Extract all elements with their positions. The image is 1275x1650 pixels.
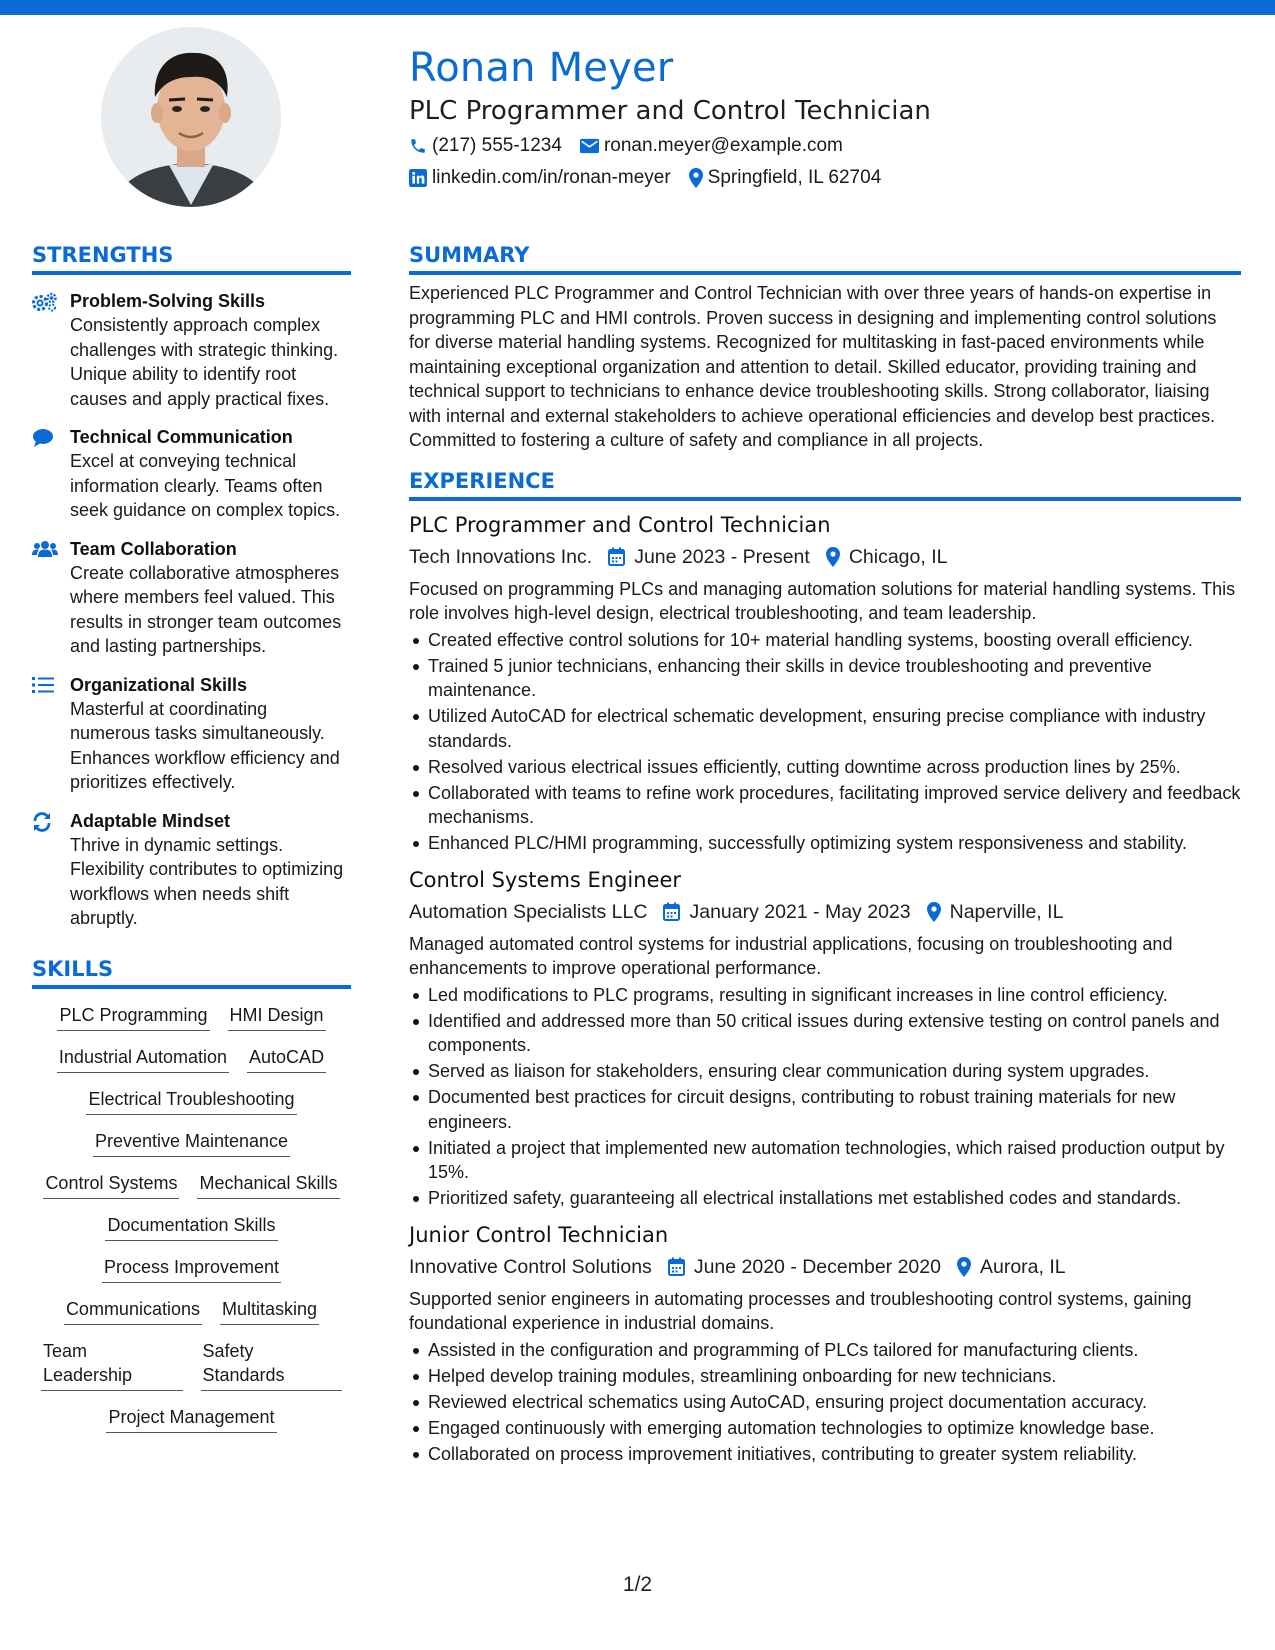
job-meta [409,898,1241,926]
list-icon [32,676,54,694]
candidate-name: Ronan Meyer [409,45,674,91]
bullet-item: Collaborated with teams to refine work procedures, facilitating improved service delivery and feedback mechanisms. [409,781,1241,830]
users-icon [32,540,58,558]
summary-heading: SUMMARY [409,241,1241,275]
bullet-item: Utilized AutoCAD for electrical schematic development, ensuring precise compliance with industry standards. [409,704,1241,753]
bullet-item: Served as liaison for stakeholders, ensuring clear communication during system upgrades. [409,1059,1241,1084]
bullet-item: Collaborated on process improvement initiatives, contributing to greater system reliability. [409,1442,1241,1467]
page-number: 1/2 [622,1573,653,1596]
strength-item [32,425,351,523]
strength-title: Technical Communication [70,427,293,447]
skill-tag: Preventive Maintenance [93,1129,290,1157]
bullet-item: Resolved various electrical issues efficiently, cutting downtime across production lines by 25%. [409,755,1241,780]
location-text: Springfield, IL 62704 [707,167,882,188]
strength-title: Adaptable Mindset [70,810,231,831]
skill-row [96,1213,286,1241]
strength-desc: Consistently approach complex challenges with strategic thinking. Unique ability to identify root causes and apply practical fixes. [70,315,339,409]
strength-title: Team Collaboration [70,538,237,559]
phone-icon [409,137,427,155]
phone-text: (217) 555-1234 [432,135,562,156]
job-location: Chicago, IL [848,545,948,568]
skill-row [93,1255,290,1283]
location-contact [689,164,882,192]
job-meta [409,1253,1241,1281]
job-dates-wrap [663,898,910,926]
job-entry [409,511,1241,856]
job-location: Naperville, IL [949,900,1064,923]
skill-tag: Mechanical Skills [197,1171,339,1199]
skill-tag: AutoCAD [247,1045,326,1073]
job-title: PLC Programmer and Control Technician [409,512,831,537]
strengths-heading: STRENGTHS [32,241,351,275]
skill-tag: HMI Design [228,1003,326,1031]
job-dates: June 2023 - Present [634,545,810,568]
job-location-wrap [957,1253,1066,1281]
bullet-item: Helped develop training modules, streamlining onboarding for new technicians. [409,1364,1241,1389]
job-company: Automation Specialists LLC [409,900,648,923]
skill-row [55,1297,328,1325]
skill-row [77,1087,305,1115]
bullet-item: Documented best practices for circuit designs, contributing to robust training materials for new engineers. [409,1085,1241,1134]
job-location-wrap [927,898,1064,926]
sync-icon [32,812,52,832]
skill-row [32,1339,351,1391]
job-dates: June 2020 - December 2020 [693,1255,941,1278]
skill-tag: Communications [64,1297,202,1325]
job-description: Supported senior engineers in automating processes and troubleshooting control systems, gaining foundational experience in industrial domains. [409,1288,1192,1333]
bullet-item: Reviewed electrical schematics using AutoCAD, ensuring project documentation accuracy. [409,1390,1241,1415]
job-title: Junior Control Technician [409,1222,669,1247]
strength-desc: Thrive in dynamic settings. Flexibility contributes to optimizing workflows when needs shift abruptly. [70,834,344,928]
job-entry [409,1221,1241,1467]
bullet-item: Initiated a project that implemented new automation technologies, which raised production output by 15%. [409,1136,1241,1185]
skills-list [32,999,351,1433]
skill-row [84,1129,299,1157]
job-bullets [409,983,1241,1211]
linkedin-icon [409,169,427,187]
bullet-item: Identified and addressed more than 50 critical issues during extensive testing on control panels and components. [409,1009,1241,1058]
skill-tag: Process Improvement [102,1255,281,1283]
strength-desc: Create collaborative atmospheres where members feel valued. This results in stronger team outcomes and lasting partnerships. [70,562,342,656]
job-dates-wrap [668,1253,941,1281]
linkedin-contact[interactable] [409,164,671,192]
strength-desc: Excel at conveying technical information clearly. Teams often seek guidance on complex topics. [70,451,341,520]
strength-item [32,289,351,411]
job-bullets [409,1338,1241,1467]
job-entry [409,866,1241,1211]
top-accent-bar [0,0,1275,15]
profile-photo [101,27,281,207]
comment-icon [32,428,54,448]
bullet-item: Prioritized safety, guaranteeing all electrical installations met established codes and standards. [409,1186,1241,1211]
bullet-item: Created effective control solutions for 10+ material handling systems, boosting overall efficiency. [409,628,1241,653]
strength-item [32,537,351,659]
skill-row [97,1405,285,1433]
skill-tag: Multitasking [220,1297,319,1325]
candidate-title: PLC Programmer and Control Technician [409,96,931,126]
gears-icon [32,292,58,312]
skill-row [48,1003,334,1031]
map-pin-icon [826,547,840,567]
left-column [32,241,351,1433]
skill-tag: PLC Programming [57,1003,209,1031]
job-dates-wrap [608,543,810,571]
bullet-item: Enhanced PLC/HMI programming, successfully optimizing system responsiveness and stability. [409,831,1241,856]
job-company: Tech Innovations Inc. [409,545,593,568]
phone-contact[interactable] [409,132,562,160]
resume-header [409,42,1229,192]
calendar-icon [608,547,625,566]
skill-tag: Safety Standards [201,1339,343,1391]
skill-row [48,1045,335,1073]
bullet-item: Assisted in the configuration and programming of PLCs tailored for manufacturing clients. [409,1338,1241,1363]
job-meta [409,543,1241,571]
contact-row-1 [409,132,1229,160]
bullet-item: Trained 5 junior technicians, enhancing their skills in device troubleshooting and preventive maintenance. [409,654,1241,703]
strength-item [32,809,351,931]
strength-title: Organizational Skills [70,674,248,695]
skill-tag: Industrial Automation [57,1045,229,1073]
skill-tag: Team Leadership [41,1339,183,1391]
envelope-icon [580,138,599,154]
job-description: Focused on programming PLCs and managing automation solutions for material handling systems. This role involves high-level design, electrical troubleshooting, and team leadership. [409,578,1236,623]
experience-heading: EXPERIENCE [409,467,1241,501]
contact-row-2 [409,164,1229,192]
email-contact[interactable] [580,132,843,160]
bullet-item: Led modifications to PLC programs, resulting in significant increases in line control efficiency. [409,983,1241,1008]
job-location-wrap [826,543,948,571]
map-pin-icon [927,902,941,922]
skill-tag: Electrical Troubleshooting [86,1087,296,1115]
strength-item [32,673,351,795]
skill-tag: Project Management [106,1405,276,1433]
job-location: Aurora, IL [979,1255,1066,1278]
job-bullets [409,628,1241,856]
right-column [409,241,1241,1466]
map-pin-icon [957,1257,971,1277]
calendar-icon [663,902,680,921]
job-title: Control Systems Engineer [409,867,682,892]
skill-tag: Documentation Skills [105,1213,277,1241]
job-dates: January 2021 - May 2023 [689,900,911,923]
email-text: ronan.meyer@example.com [603,135,843,156]
strength-desc: Masterful at coordinating numerous tasks simultaneously. Enhances workflow efficiency and prioritizes effectively. [70,698,340,792]
job-company: Innovative Control Solutions [409,1255,652,1278]
job-description: Managed automated control systems for industrial applications, focusing on troubleshooting and enhancements to improve operational performance. [409,933,1173,978]
skill-row [34,1171,348,1199]
summary-text: Experienced PLC Programmer and Control Technician with over three years of hands-on expertise in programming PLC and HMI controls. Proven success in designing and implementing control solutions for diverse material handling systems. Recognized for multitasking in fast-paced environments while maintaining exceptional organization and attention to detail. Skilled educator, providing training and technical support to technicians to enhance device troubleshooting skills. Strong collaborator, liaising with internal and external stakeholders to achieve operational efficiencies and develop best practices. Committed to fostering a culture of safety and compliance in all projects. [409,283,1217,450]
skills-heading: SKILLS [32,955,351,989]
bullet-item: Engaged continuously with emerging automation technologies to optimize knowledge base. [409,1416,1241,1441]
skill-tag: Control Systems [43,1171,179,1199]
map-pin-icon [689,168,703,188]
strength-title: Problem-Solving Skills [70,291,266,311]
calendar-icon [668,1257,685,1276]
linkedin-text: linkedin.com/in/ronan-meyer [432,167,671,188]
